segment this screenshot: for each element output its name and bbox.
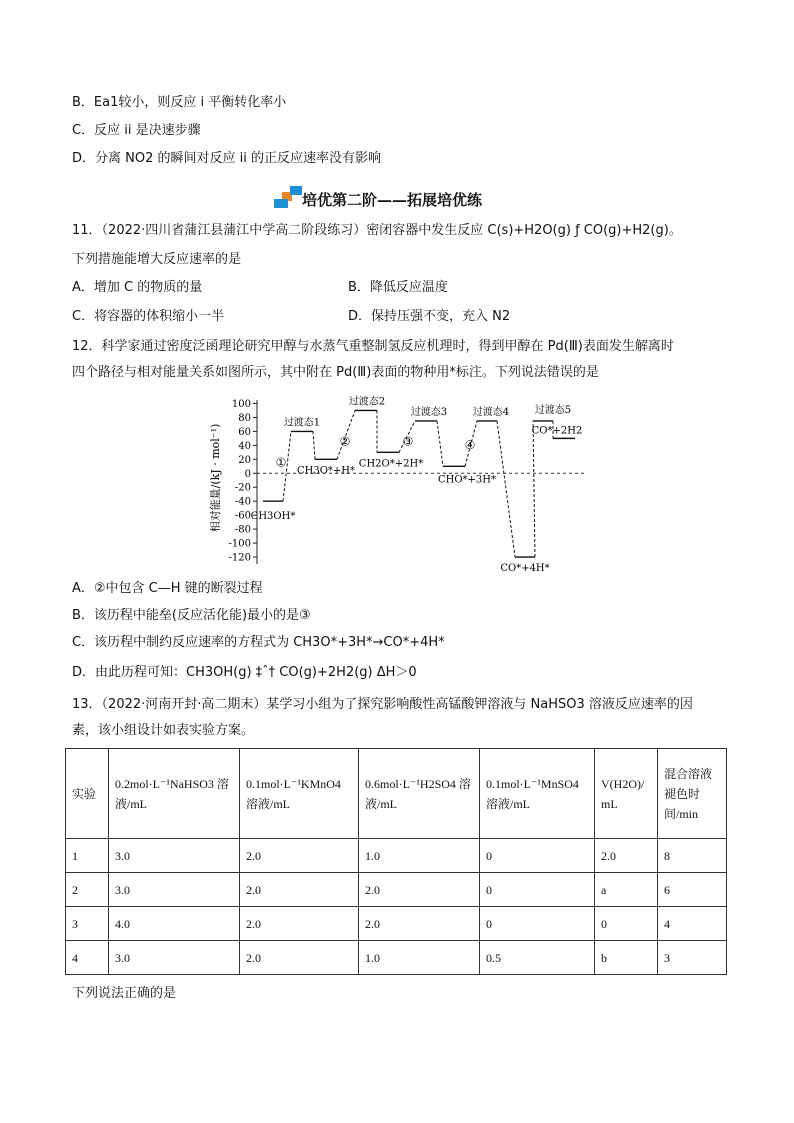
- y-axis-label: 相对能量/(kJ · mol⁻¹): [209, 423, 222, 533]
- table-cell: 2.0: [240, 839, 359, 873]
- table-cell: 0: [480, 873, 595, 907]
- energy-level-label: CHO*+3H*: [437, 474, 497, 486]
- q13-stem-1: 13．（2022·河南开封·高二期末）某学习小组为了探究影响酸性高锰酸钾溶液与 NaHSO3 溶液反应速率的因: [72, 697, 693, 712]
- energy-diagram: [205, 388, 605, 578]
- q13-after: 下列说法正确的是: [72, 986, 177, 1001]
- logo-square-icon: [290, 186, 302, 195]
- header-cell: 混合溶液褪色时间/min: [658, 749, 727, 839]
- table-cell: 3.0: [109, 873, 240, 907]
- y-tick-label: 40: [238, 440, 251, 452]
- q12-option-d: D．由此历程可知：CH3OH(g) ‡ˆ† CO(g)+2H2(g) ΔH＞0: [72, 665, 417, 680]
- table-cell: 3.0: [109, 941, 240, 975]
- table-row: [66, 907, 727, 941]
- energy-level-label: 过渡态4: [472, 406, 510, 418]
- header-cell: V(H2O)/ mL: [595, 749, 658, 839]
- table-cell: 3: [658, 941, 727, 975]
- table-cell: 2: [66, 873, 109, 907]
- y-tick-label: 100: [231, 398, 251, 410]
- table-cell: 4.0: [109, 907, 240, 941]
- table-cell: 0.5: [480, 941, 595, 975]
- q12-option-b: B．该历程中能垒(反应活化能)最小的是③: [72, 608, 311, 623]
- energy-level-label: CH2O*+2H*: [358, 458, 424, 470]
- table-cell: 6: [658, 873, 727, 907]
- energy-connector: [437, 421, 443, 466]
- table-row: [66, 873, 727, 907]
- table-cell: 2.0: [240, 941, 359, 975]
- energy-level-label: CH3OH*: [250, 511, 296, 523]
- q11-option-a: A．增加 C 的物质的量: [72, 280, 203, 295]
- step-label: ②: [339, 434, 351, 449]
- q11-option-b: B．降低反应温度: [348, 280, 448, 295]
- step-label: ①: [275, 455, 287, 470]
- table-cell: 2.0: [359, 907, 480, 941]
- table-cell: 1.0: [359, 941, 480, 975]
- q12-option-c: C．该历程中制约反应速率的方程式为 CH3O*+3H*→CO*+4H*: [72, 635, 445, 650]
- q13-stem-2: 素，该小组设计如表实验方案。: [72, 723, 255, 738]
- option-c-prev: C．反应 ii 是决速步骤: [72, 123, 201, 138]
- header-cell: 0.1mol·L⁻¹MnSO4 溶液/mL: [480, 749, 595, 839]
- y-tick-label: 20: [238, 454, 251, 466]
- q11-stem-1: 11．（2022·四川省蒲江县蒲江中学高二阶段练习）密闭容器中发生反应 C(s)+H2O(g) ƒ CO(g)+H2(g)。: [72, 223, 682, 238]
- q12-stem-1: 12．科学家通过密度泛函理论研究甲醇与水蒸气重整制氢反应机理时，得到甲醇在 Pd(Ⅲ)表面发生解离时: [72, 339, 674, 354]
- energy-level-label: CH3O*+H*: [296, 465, 356, 477]
- step-label: ③: [402, 434, 414, 449]
- y-tick-label: 60: [238, 426, 251, 438]
- step-label: ④: [464, 437, 476, 452]
- table-cell: 2.0: [240, 907, 359, 941]
- option-d-prev: D．分离 NO2 的瞬间对反应 ii 的正反应速率没有影响: [72, 151, 381, 166]
- header-cell: 0.2mol·L⁻¹NaHSO3 溶液/mL: [109, 749, 240, 839]
- table-cell: 0: [595, 907, 658, 941]
- table-cell: 3.0: [109, 839, 240, 873]
- y-tick-label: -60: [234, 510, 251, 522]
- energy-level-label: 过渡态3: [410, 406, 448, 418]
- logo-square-icon: [274, 199, 288, 208]
- y-tick-label: -80: [234, 524, 251, 536]
- energy-connector: [313, 431, 315, 459]
- q12-option-a: A．②中包含 C—H 键的断裂过程: [72, 581, 263, 596]
- table-row: [66, 941, 727, 975]
- table-cell: 1: [66, 839, 109, 873]
- y-tick-label: -100: [228, 538, 251, 550]
- header-cell: 0.6mol·L⁻¹H2SO4 溶液/mL: [359, 749, 480, 839]
- energy-level-label: 过渡态1: [283, 417, 321, 429]
- experiment-table: [65, 748, 727, 975]
- table-cell: 0: [480, 839, 595, 873]
- table-cell: 8: [658, 839, 727, 873]
- q12-stem-2: 四个路径与相对能量关系如图所示，其中附在 Pd(Ⅲ)表面的物种用*标注。下列说法错误的是: [72, 365, 599, 380]
- table-cell: 2.0: [595, 839, 658, 873]
- y-tick-label: 0: [244, 468, 251, 480]
- header-cell: 0.1mol·L⁻¹KMnO4 溶液/mL: [240, 749, 359, 839]
- table-cell: b: [595, 941, 658, 975]
- energy-level-label: 过渡态2: [348, 396, 386, 408]
- y-tick-label: -40: [234, 496, 251, 508]
- table-cell: 0: [480, 907, 595, 941]
- y-tick-label: 80: [238, 412, 251, 424]
- table-header-row: [66, 749, 727, 839]
- q11-stem-2: 下列措施能增大反应速率的是: [72, 252, 242, 267]
- table-cell: 1.0: [359, 839, 480, 873]
- table-cell: 4: [66, 941, 109, 975]
- section-header: [274, 186, 534, 214]
- energy-level-label: 过渡态5: [534, 404, 572, 416]
- q11-option-c: C．将容器的体积缩小一半: [72, 309, 225, 324]
- table-cell: 2.0: [359, 873, 480, 907]
- table-cell: a: [595, 873, 658, 907]
- table-cell: 4: [658, 907, 727, 941]
- q11-option-d: D．保持压强不变，充入 N2: [348, 309, 511, 324]
- energy-connector: [497, 421, 515, 557]
- section-title: 培优第二阶——拓展培优练: [302, 191, 483, 209]
- table-cell: 2.0: [240, 873, 359, 907]
- y-tick-label: -120: [228, 552, 251, 564]
- energy-connector: [533, 421, 535, 557]
- table-row: [66, 839, 727, 873]
- table-cell: 3: [66, 907, 109, 941]
- option-b-prev: B．Ea1较小，则反应 i 平衡转化率小: [72, 95, 287, 110]
- energy-level-label: CO*+4H*: [500, 563, 550, 575]
- energy-level-label: CO*+2H2: [531, 425, 583, 437]
- y-tick-label: -20: [234, 482, 251, 494]
- header-cell: 实验: [66, 749, 109, 839]
